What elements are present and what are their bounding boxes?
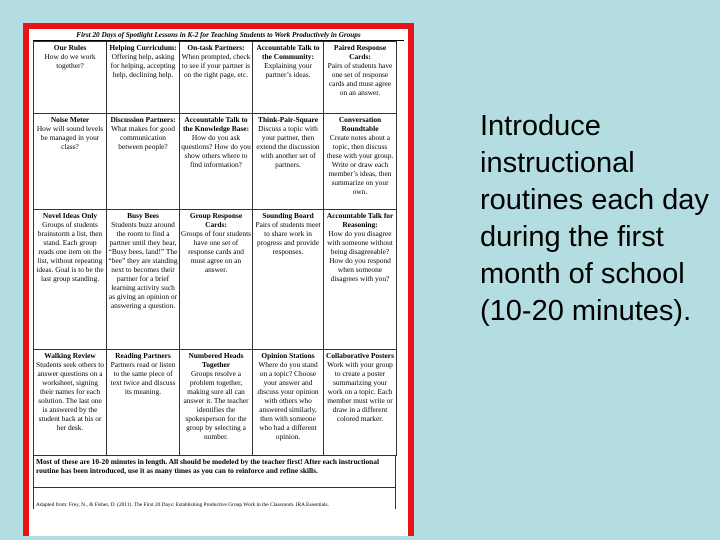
lesson-cell bbox=[253, 210, 324, 350]
lesson-cell bbox=[180, 42, 253, 114]
lesson-cell bbox=[180, 210, 253, 350]
lesson-cell bbox=[180, 350, 253, 456]
lesson-cell bbox=[107, 350, 180, 456]
table-row bbox=[34, 350, 397, 456]
lessons-table bbox=[33, 41, 397, 456]
lesson-heading: Group Response Cards: bbox=[189, 211, 243, 229]
lesson-cell bbox=[34, 210, 107, 350]
lesson-body: Create notes about a topic, then discuss these with your group. Write or draw each member’s ideas, then summarize on your own. bbox=[326, 133, 394, 196]
lesson-body: Students buzz around the room to find a partner until they hear, “Busy bees, land!” The “bee” they are standing next to becomes their partner for a brief learning activity such as giving an opinion or answering a question. bbox=[108, 220, 178, 310]
table-row bbox=[34, 114, 397, 210]
table-row bbox=[34, 42, 397, 114]
lesson-body: Pairs of students meet to share work in progress and provide responses. bbox=[255, 220, 321, 256]
lesson-heading: Collaborative Posters bbox=[326, 351, 394, 360]
lesson-cell bbox=[180, 114, 253, 210]
lesson-cell bbox=[107, 210, 180, 350]
lesson-body: Work with your group to create a poster summarizing your work on a topic. Each member must write or draw in a different colored marker. bbox=[327, 360, 393, 423]
lesson-body: How will sound levels be managed in your class? bbox=[36, 124, 104, 151]
lesson-body: Groups resolve a problem together, making sure all can answer it. The teacher identifies the spokesperson for the group by selecting a number. bbox=[183, 369, 249, 441]
lesson-body: How do we work together? bbox=[44, 52, 96, 70]
lesson-cell bbox=[107, 42, 180, 114]
lesson-cell bbox=[34, 114, 107, 210]
lesson-heading: Our Rules bbox=[53, 43, 87, 52]
lesson-body: When prompted, check to see if your partner is on the right page, etc. bbox=[181, 52, 251, 79]
lesson-heading: Novel Ideas Only bbox=[42, 211, 98, 220]
lesson-cell bbox=[107, 114, 180, 210]
lesson-heading: Accountable Talk to the Community: bbox=[256, 43, 320, 61]
lesson-cell bbox=[253, 114, 324, 210]
lesson-cell bbox=[34, 350, 107, 456]
lesson-body: Groups of students brainstorm a list, then stand. Each group reads one item on the list, without repeating ideas. Goal is to be the last group standing. bbox=[36, 220, 104, 283]
table-row bbox=[34, 210, 397, 350]
lesson-heading: Sounding Board bbox=[262, 211, 314, 220]
lesson-heading: Walking Review bbox=[44, 351, 96, 360]
document-sheet bbox=[29, 29, 408, 536]
lesson-body: Where do you stand on a topic? Choose your answer and discuss your opinion with others who answered similarly, then with someone who had a different opinion. bbox=[257, 360, 319, 441]
lesson-cell bbox=[34, 42, 107, 114]
lesson-body: Discuss a topic with your partner, then extend the discussion with another set of partners. bbox=[256, 124, 320, 169]
lesson-body: Pairs of students have one set of response cards and must agree on an answer. bbox=[327, 61, 393, 97]
lesson-cell bbox=[253, 42, 324, 114]
lesson-body: How do you disagree with someone without being disagreeable? How do you respond when someone disagrees with you? bbox=[327, 229, 393, 283]
lesson-heading: Think-Pair-Square bbox=[258, 115, 318, 124]
lesson-body: Groups of four students have one set of response cards and must agree on an answer. bbox=[181, 229, 251, 274]
slide-caption: Introduce instructional routines each day during the first month of school (10-20 minutes). bbox=[480, 110, 709, 327]
lesson-heading: Helping Curriculum: bbox=[109, 43, 177, 52]
citation: Adapted from: Frey, N., & Fisher, D. (2011). The First 20 Days: Establishing Productive Group Work in the Classroom. IRA Essentials. bbox=[33, 488, 396, 509]
lesson-heading: Opinion Stations bbox=[261, 351, 315, 360]
lesson-heading: Accountable Talk for Reasoning: bbox=[326, 211, 394, 229]
lesson-heading: Noise Meter bbox=[50, 115, 90, 124]
lesson-heading: Conversation Roundtable bbox=[338, 115, 382, 133]
lesson-heading: Accountable Talk to the Knowledge Base: bbox=[182, 115, 250, 133]
lesson-body: Students seek others to answer questions on a worksheet, signing their names for each solution. The last one is answered by the student back at his or her desk. bbox=[36, 360, 104, 432]
lesson-cell bbox=[324, 210, 397, 350]
document-frame bbox=[23, 23, 414, 536]
footnote: Most of these are 10-20 minutes in length. All should be modeled by the teacher first! After each instructional routine has been introduced, use it as many times as you can to reinforce and refine skills. bbox=[33, 456, 396, 488]
lesson-body: Partners read or listen to the same piece of text twice and discuss its meaning. bbox=[110, 360, 176, 396]
lesson-body: How do you ask questions? How do you show others where to find information? bbox=[181, 133, 251, 169]
lesson-heading: On-task Partners: bbox=[187, 43, 245, 52]
lesson-cell bbox=[253, 350, 324, 456]
lesson-heading: Paired Response Cards: bbox=[333, 43, 387, 61]
lesson-heading: Reading Partners bbox=[115, 351, 171, 360]
lesson-cell bbox=[324, 350, 397, 456]
lesson-body: Offering help, asking for helping, accepting help, declining help. bbox=[110, 52, 176, 79]
lesson-heading: Busy Bees bbox=[127, 211, 159, 220]
lesson-heading: Discussion Partners: bbox=[110, 115, 176, 124]
lesson-cell bbox=[324, 42, 397, 114]
lesson-cell bbox=[324, 114, 397, 210]
lesson-body: What makes for good communication between people? bbox=[111, 124, 175, 151]
lesson-body: Explaining your partner’s ideas. bbox=[264, 61, 312, 79]
document-title: First 20 Days of Spotlight Lessons in K-2 for Teaching Students to Work Productively in Groups bbox=[33, 31, 404, 41]
lesson-heading: Numbered Heads Together bbox=[188, 351, 244, 369]
